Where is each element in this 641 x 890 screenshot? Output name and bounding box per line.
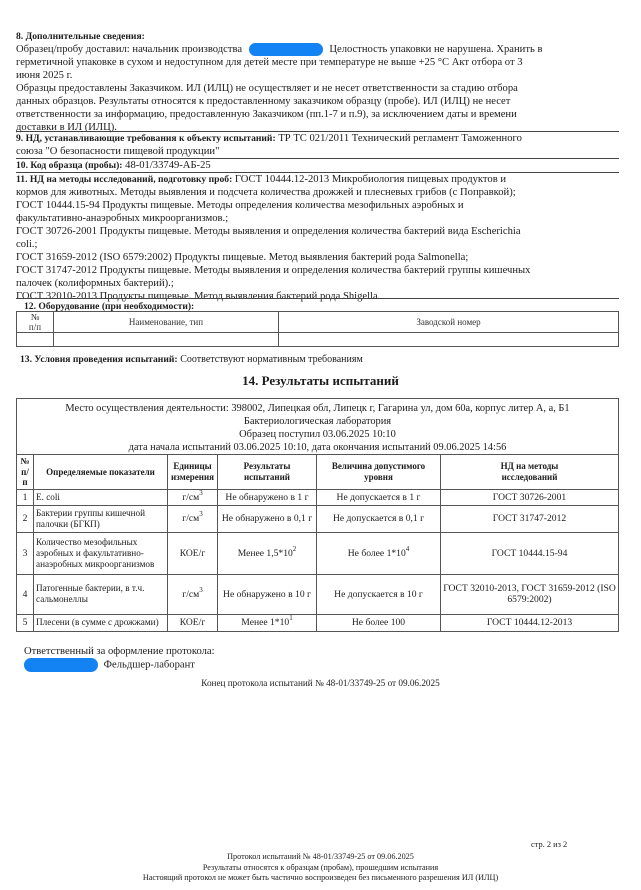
unit-exponent: 3 [199, 585, 203, 594]
section-10 [16, 159, 616, 172]
divider [16, 298, 619, 299]
col-method-line-1: НД на методы [500, 461, 559, 472]
col-units [168, 455, 218, 490]
row-limit [317, 532, 441, 574]
table-row [17, 614, 619, 631]
unit-text: г/см [182, 588, 200, 600]
section-12-heading: 12. Оборудование (при необходимости): [24, 301, 195, 312]
section-11-heading: 11. НД на методы исследований, подготовку проб: [16, 174, 233, 185]
limit-text: Не более 1*10 [347, 547, 406, 559]
table-row [17, 489, 619, 505]
method-line: палочек (колиформных бактерий).; [16, 278, 174, 289]
test-location: Место осуществления деятельности: 398002, Липецкая обл, Липецк г, Гагарина ул, дом 60а, корпус литер А, а, Б1 [65, 403, 570, 414]
equipment-col-serial: Заводской номер [279, 312, 619, 333]
section-8-line-1 [16, 43, 616, 56]
section-10-heading: 10. Код образца (пробы): [16, 160, 123, 171]
section-8-line-6: ответственности за информацию, предоставленную Заказчиком (пп.1-7 и п.9), за исключением даты и времени [16, 109, 517, 121]
section-9-value-cont: союза "О безопасности пищевой продукции" [16, 146, 220, 157]
test-dates: дата начала испытаний 03.06.2025 10:10, дата окончания испытаний 09.06.2025 14:56 [128, 442, 507, 453]
equipment-col-num [17, 312, 54, 333]
row-result [218, 505, 317, 532]
row-indicator: Количество мезофильных аэробных и факультативно-анаэробных микроорганизмов [34, 532, 168, 574]
sample-received: Образец поступил 03.06.2025 10:10 [239, 429, 396, 440]
row-indicator: Патогенные бактерии, в т.ч. сальмонеллы [34, 574, 168, 614]
row-unit [168, 532, 218, 574]
limit-text: Не более 100 [351, 617, 406, 628]
results-block [16, 398, 619, 632]
section-8-heading: 8. Дополнительные сведения: [16, 31, 145, 42]
method-line: coli.; [16, 239, 38, 250]
results-table [16, 454, 619, 632]
col-units-line-2: измерения [170, 471, 215, 482]
section-9 [16, 132, 616, 158]
result-text: Менее 1*10 [241, 617, 290, 628]
col-method [441, 455, 619, 490]
end-of-protocol-note: Конец протокола испытаний № 48-01/33749-25 от 09.06.2025 [201, 678, 440, 688]
signature-block [24, 645, 624, 672]
footer-line-1: Протокол испытаний № 48-01/33749-25 от 09.06.2025 [227, 852, 414, 861]
sample-code: 48-01/33749-АБ-25 [125, 160, 211, 171]
row-method: ГОСТ 31747-2012 [441, 505, 619, 532]
row-num: 3 [17, 532, 34, 574]
row-result [218, 532, 317, 574]
section-9-heading: 9. НД, устанавливающие требования к объекту испытаний: [16, 133, 276, 144]
footer-line-2: Результаты относятся к образцам (пробам), прошедшим испытания [202, 862, 439, 872]
redacted-name-block [249, 43, 323, 56]
row-unit [168, 614, 218, 631]
result-exponent: 2 [292, 544, 297, 553]
col-indicator: Определяемые показатели [34, 455, 168, 490]
col-num-line-1: № [30, 312, 40, 322]
section-9-value: ТР ТС 021/2011 Технический регламент Таможенного [278, 133, 522, 144]
col-units-line-1: Единицы [173, 461, 212, 472]
section-8 [16, 30, 616, 134]
equipment-cell-empty [54, 333, 279, 347]
signature-label: Ответственный за оформление протокола: [24, 646, 215, 657]
method-line: ГОСТ 31747-2012 Продукты пищевые. Методы выявления и определения количества бактерий группы кишечных [16, 265, 531, 276]
col-limit-line-2: уровня [364, 471, 393, 482]
unit-exponent: 3 [199, 488, 203, 497]
col-result [218, 455, 317, 490]
section-11 [16, 173, 616, 303]
method-line: факультативно-анаэробных микроорганизмов.; [16, 213, 229, 224]
results-header-row [17, 455, 619, 490]
col-limit [317, 455, 441, 490]
col-method-line-2: исследований [501, 471, 558, 482]
limit-exponent: 4 [405, 544, 410, 553]
results-title: 14. Результаты испытаний [242, 373, 399, 388]
row-num: 2 [17, 505, 34, 532]
row-num: 1 [17, 489, 34, 505]
results-header-info [17, 399, 618, 454]
section-13-value: Соответствуют нормативным требованиям [180, 354, 363, 365]
method-line: ГОСТ 31659-2012 (ISO 6579:2002) Продукты пищевые. Метод выявления бактерий рода Salmonella; [16, 252, 469, 263]
unit-text: КОЕ/г [179, 547, 206, 559]
col-limit-line-1: Величина допустимого [331, 461, 426, 472]
row-result [218, 489, 317, 505]
lab-name: Бактериологическая лаборатория [243, 416, 392, 427]
row-indicator: Бактерии группы кишечной палочки (БГКП) [34, 505, 168, 532]
unit-text: г/см [182, 513, 200, 524]
row-method: ГОСТ 30726-2001 [441, 489, 619, 505]
equipment-table [16, 311, 619, 347]
col-num-line-2: п/п [28, 322, 42, 332]
result-text: Не обнаружено в 0,1 г [221, 513, 313, 524]
result-text: Не обнаружено в 10 г [223, 588, 311, 600]
row-limit [317, 505, 441, 532]
section-13-heading: 13. Условия проведения испытаний: [20, 354, 178, 365]
row-num: 4 [17, 574, 34, 614]
table-row [17, 505, 619, 532]
row-num: 5 [17, 614, 34, 631]
unit-exponent: 3 [199, 510, 203, 518]
table-row [17, 574, 619, 614]
col-result-line-1: Результаты [243, 461, 291, 472]
section-11-line-1: ГОСТ 10444.12-2013 Микробиология пищевых продуктов и [234, 174, 507, 185]
section-8-line-5: данных образцов. Результаты относятся к предоставленному заказчиком образцу (пробе). ИЛ (ИЛЦ) не несет [16, 96, 511, 108]
row-unit [168, 574, 218, 614]
limit-text: Не допускается в 1 г [336, 491, 421, 503]
method-line: ГОСТ 32010-2013 Продукты пищевые. Метод выявления бактерий рода Shigella. [16, 291, 381, 302]
row-limit [317, 614, 441, 631]
row-result [218, 574, 317, 614]
section-8-line-7: доставки в ИЛ (ИЛЦ). [16, 122, 117, 134]
row-method: ГОСТ 32010-2013, ГОСТ 31659-2012 (ISO 6579:2002) [441, 574, 619, 614]
result-exponent: 1 [289, 614, 293, 622]
row-method: ГОСТ 10444.15-94 [441, 532, 619, 574]
col-num [17, 455, 34, 490]
delivered-by-text: Образец/пробу доставил: начальник производства [16, 44, 243, 55]
equipment-cell-empty [279, 333, 619, 347]
section-13 [20, 353, 620, 366]
row-unit [168, 505, 218, 532]
section-8-line-2: герметичной упаковке в сухом и недоступном для детей месте при температуре не выше +25 °С Акт отбора от 3 [16, 57, 523, 69]
result-text: Менее 1,5*10 [237, 547, 293, 559]
row-indicator: Плесени (в сумме с дрожжами) [34, 614, 168, 631]
method-line: кормов для животных. Методы выявления и подсчета количества дрожжей и плесневых грибов (с Поправкой); [16, 187, 516, 198]
limit-text: Не допускается в 0,1 г [332, 513, 425, 524]
packaging-text: Целостность упаковки не нарушена. Хранить в [329, 44, 543, 55]
section-8-line-3: июня 2025 г. [16, 70, 73, 82]
signer-position: Фельдшер-лаборант [103, 659, 195, 671]
method-line: ГОСТ 30726-2001 Продукты пищевые. Методы выявления и определения количества бактерий вида Escherichia [16, 226, 521, 237]
result-text: Не обнаружено в 1 г [225, 491, 309, 503]
row-limit [317, 574, 441, 614]
page-number: стр. 2 из 2 [531, 840, 568, 849]
col-num-line-1: № [20, 456, 30, 466]
unit-text: г/см [182, 491, 200, 503]
table-row [17, 532, 619, 574]
limit-text: Не допускается в 10 г [334, 588, 423, 600]
section-8-line-4: Образцы предоставлены Заказчиком. ИЛ (ИЛЦ) не осуществляет и не несет ответственности за стадию отбора [16, 83, 518, 95]
col-result-line-2: испытаний [244, 471, 290, 482]
footer-line-3: Настоящий протокол не может быть частично воспроизведен без письменного разрешения ИЛ (ИЛЦ) [142, 873, 499, 882]
footer [0, 852, 641, 884]
unit-text: КОЕ/г [179, 617, 206, 628]
redacted-signer-block [24, 658, 98, 672]
method-line: ГОСТ 10444.15-94 Продукты пищевые. Методы определения количества мезофильных аэробных и [16, 200, 464, 211]
equipment-cell-empty [17, 333, 54, 347]
row-limit [317, 489, 441, 505]
col-num-line-2: п/п [21, 466, 29, 487]
row-unit [168, 489, 218, 505]
equipment-col-name: Наименование, тип [54, 312, 279, 333]
row-method: ГОСТ 10444.12-2013 [441, 614, 619, 631]
row-indicator: E. coli [34, 489, 168, 505]
row-result [218, 614, 317, 631]
